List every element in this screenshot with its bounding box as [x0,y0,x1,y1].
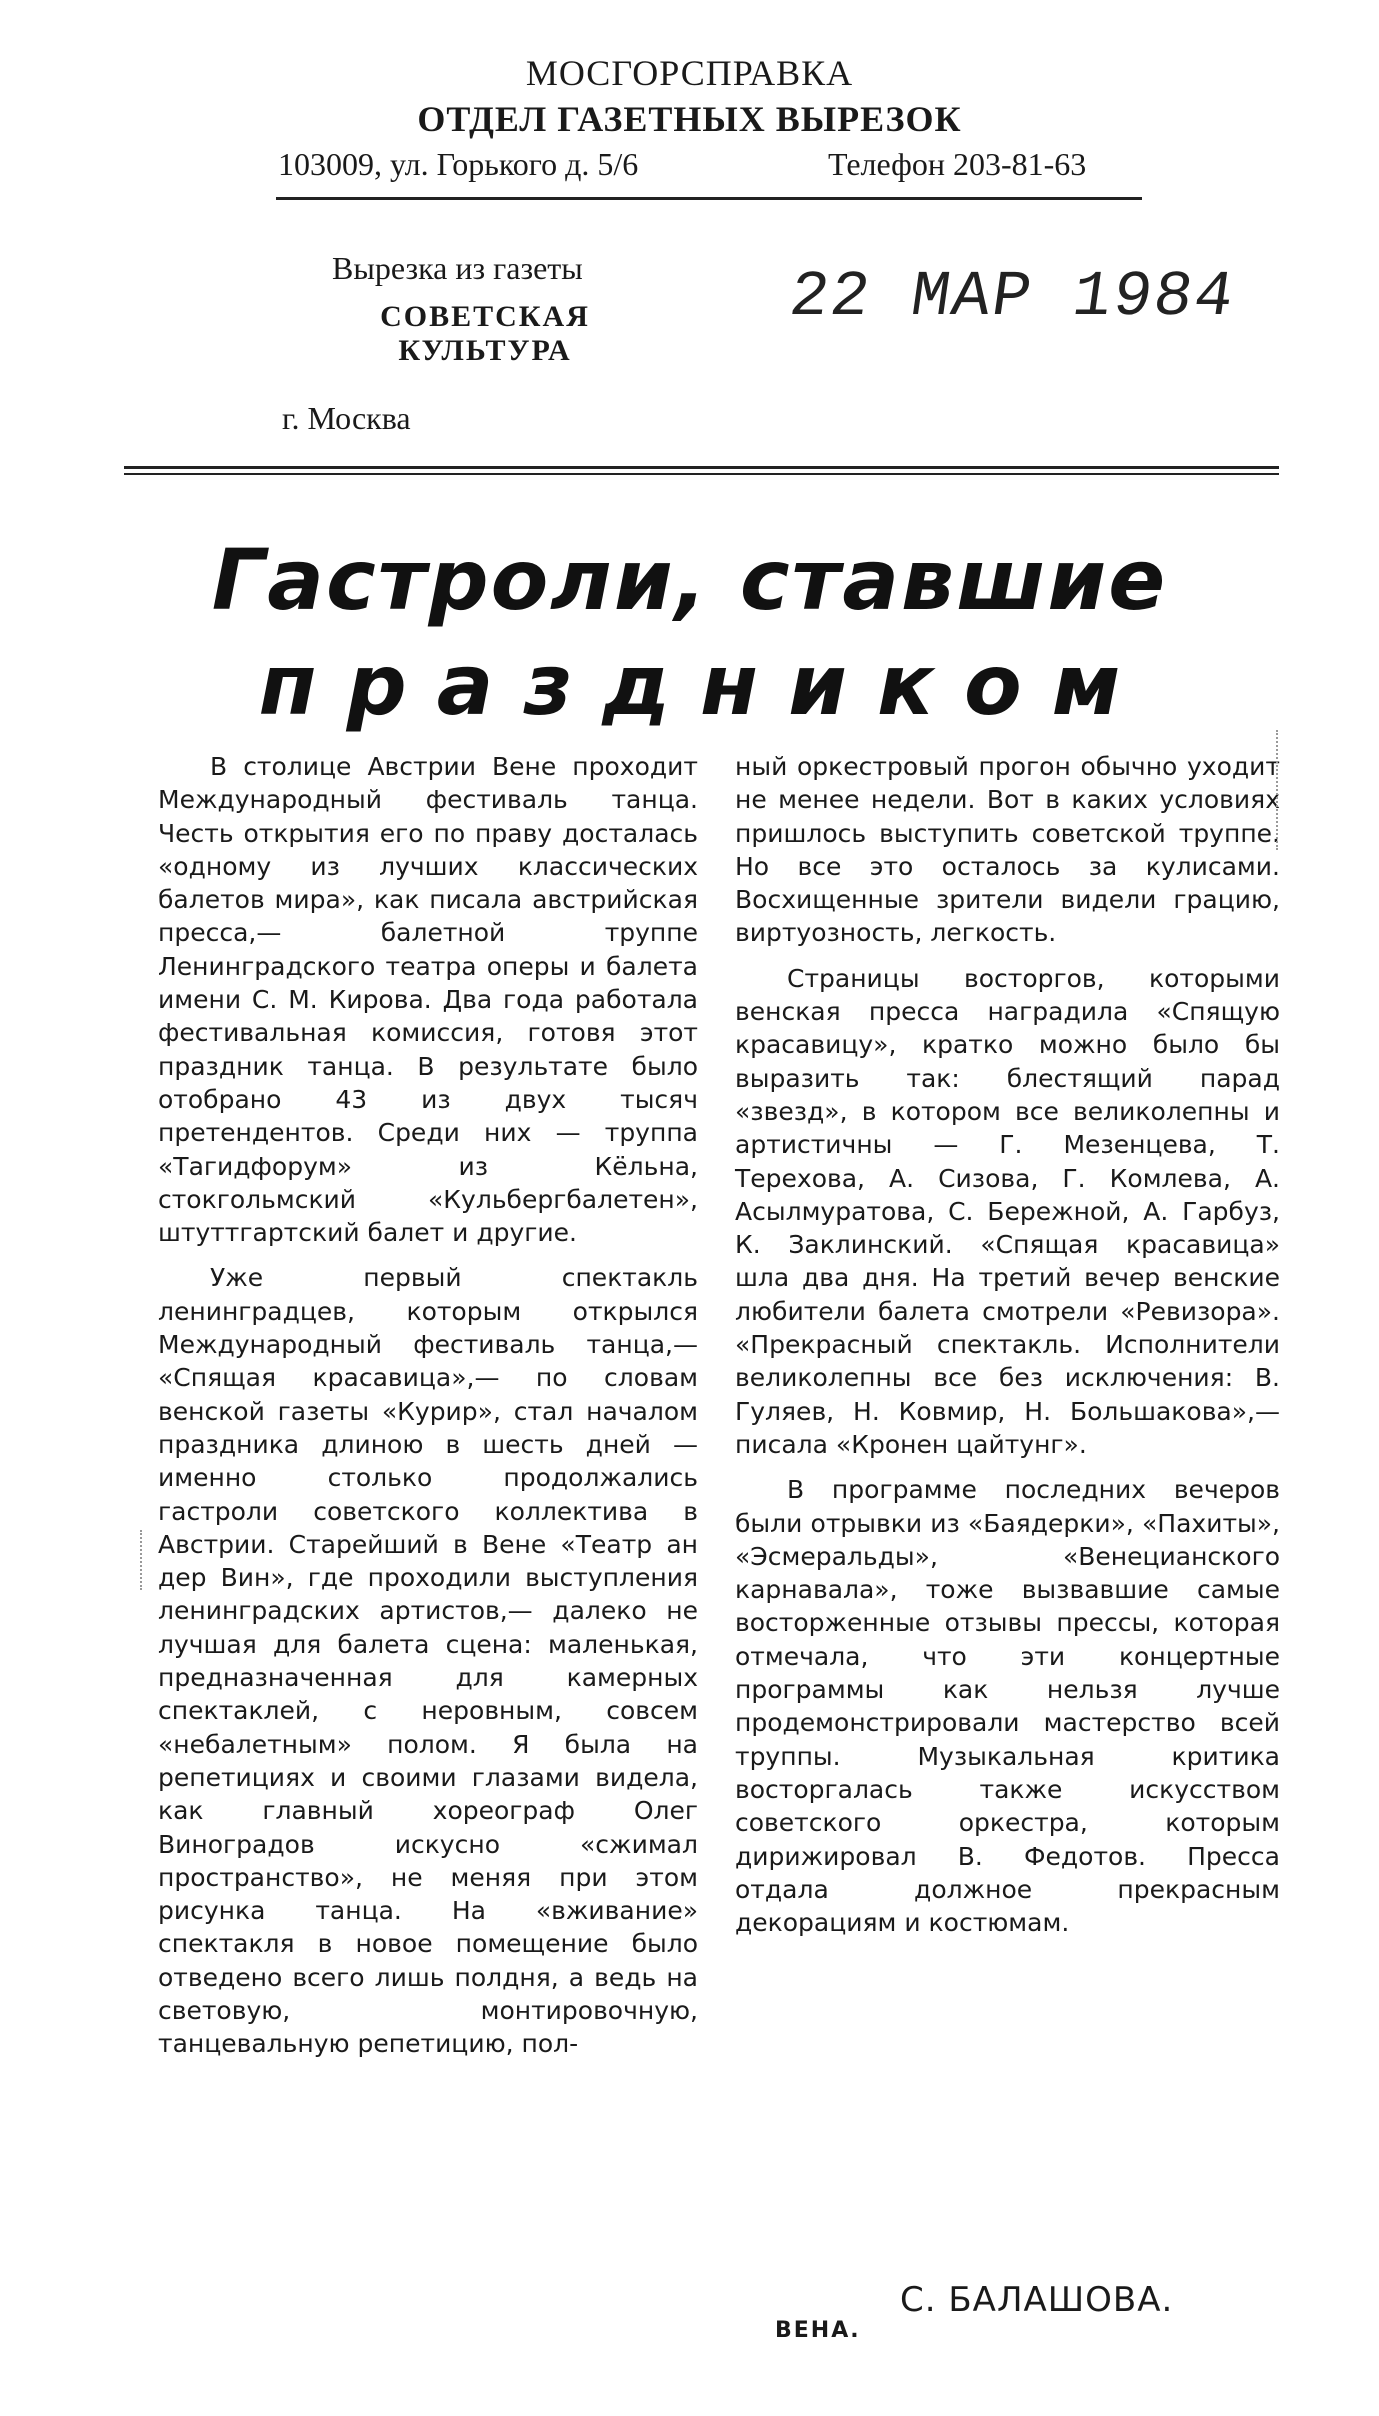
stamp-divider [276,197,1142,200]
department-name: ОТДЕЛ ГАЗЕТНЫХ ВЫРЕЗОК [417,99,962,139]
agency-phone: Телефон 203-81-63 [828,146,1087,182]
city-label: г. Москва [282,400,411,436]
agency-address: 103009, ул. Горького д. 5/6 [278,146,639,182]
clipping-label: Вырезка из газеты [332,250,583,286]
article-headline [0,530,1379,740]
article-dateline: ВЕНА. [775,2318,861,2343]
article-column-left [158,750,698,2061]
article-author: С. БАЛАШОВА. [900,2280,1174,2320]
headline-line-2: праздником [258,636,1151,734]
scan-artifact [140,1530,142,1590]
article-paragraph-continued: ный оркестровый прогон обычно уходит не менее недели. Вот в каких условиях пришлось выступить советской труппе. Но все это осталось за кулисами. Восхищенные зрители видели грацию, виртуозность, легкость. [735,752,1280,948]
header-divider [124,466,1279,475]
clipping-date: 22 МАР 1984 [784,262,1240,334]
article-paragraph: Уже первый спектакль ленинградцев, которым открылся Международный фестиваль танца,— «Спящая красавица»,— по словам венской газеты «Курир», стал началом праздника длиною в шесть дней — именно столько продолжались гастроли советского коллектива в Австрии. Старейший в Вене «Театр ан дер Вин», где проходили выступления ленинградских артистов,— далеко не лучшая для балета сцена: маленькая, предназначенная для камерных спектаклей, с неровным, совсем «небалетным» полом. Я была на репетициях и своими глазами видела, как главный хореограф Олег Виноградов искусно «сжимал пространство», не меняя при этом рисунка танца. На «вживание» спектакля в новое помещение было отведено всего лишь полдня, а ведь на световую, монтировочную, танцевальную репетицию, пол- [158,1263,698,2059]
article-column-right [735,750,1280,1939]
article-paragraph: Страницы восторгов, которыми венская пресса наградила «Спящую красавицу», кратко можно было бы выразить так: блестящий парад «звезд», в котором все великолепны и артистичны — Г. Мезенцева, Т. Терехова, А. Сизова, Г. Комлева, А. Асылмуратова, С. Бережной, А. Гарбуз, К. Заклинский. «Спящая красавица» шла два дня. На третий вечер венские любители балета смотрели «Ревизора». «Прекрасный спектакль. Исполнители великолепны все без исключения: В. Гуляев, Н. Ковмир, Н. Большакова»,— писала «Кронен цайтунг». [735,963,1280,1459]
article-paragraph: В столице Австрии Вене проходит Международный фестиваль танца. Честь открытия его по праву досталась «одному из лучших классических балетов мира», как писала австрийская пресса,— балетной труппе Ленинградского театра оперы и балета имени С. М. Кирова. Два года работала фестивальная комиссия, готовя этот праздник танца. В результате было отобрано 43 из двух тысяч претендентов. Среди них — труппа «Тагидфорум» из Кёльна, стокгольмский «Кульбергбалетен», штуттгартский балет и другие. [158,752,698,1248]
headline-line-1: Гастроли, ставшие [211,531,1168,629]
scan-artifact [1276,730,1278,850]
newspaper-name: СОВЕТСКАЯ КУЛЬТУРА [380,300,590,367]
agency-name: МОСГОРСПРАВКА [525,53,854,93]
article-paragraph: В программе последних вечеров были отрывки из «Баядерки», «Пахиты», «Эсмеральды», «Венецианского карнавала», тоже вызвавшие самые восторженные отзывы прессы, которая отмечала, что эти концертные программы как нельзя лучше продемонстрировали мастерство всей труппы. Музыкальная критика восторгалась также искусством советского оркестра, которым дирижировал В. Федотов. Пресса отдала должное прекрасным декорациям и костюмам. [735,1475,1280,1938]
